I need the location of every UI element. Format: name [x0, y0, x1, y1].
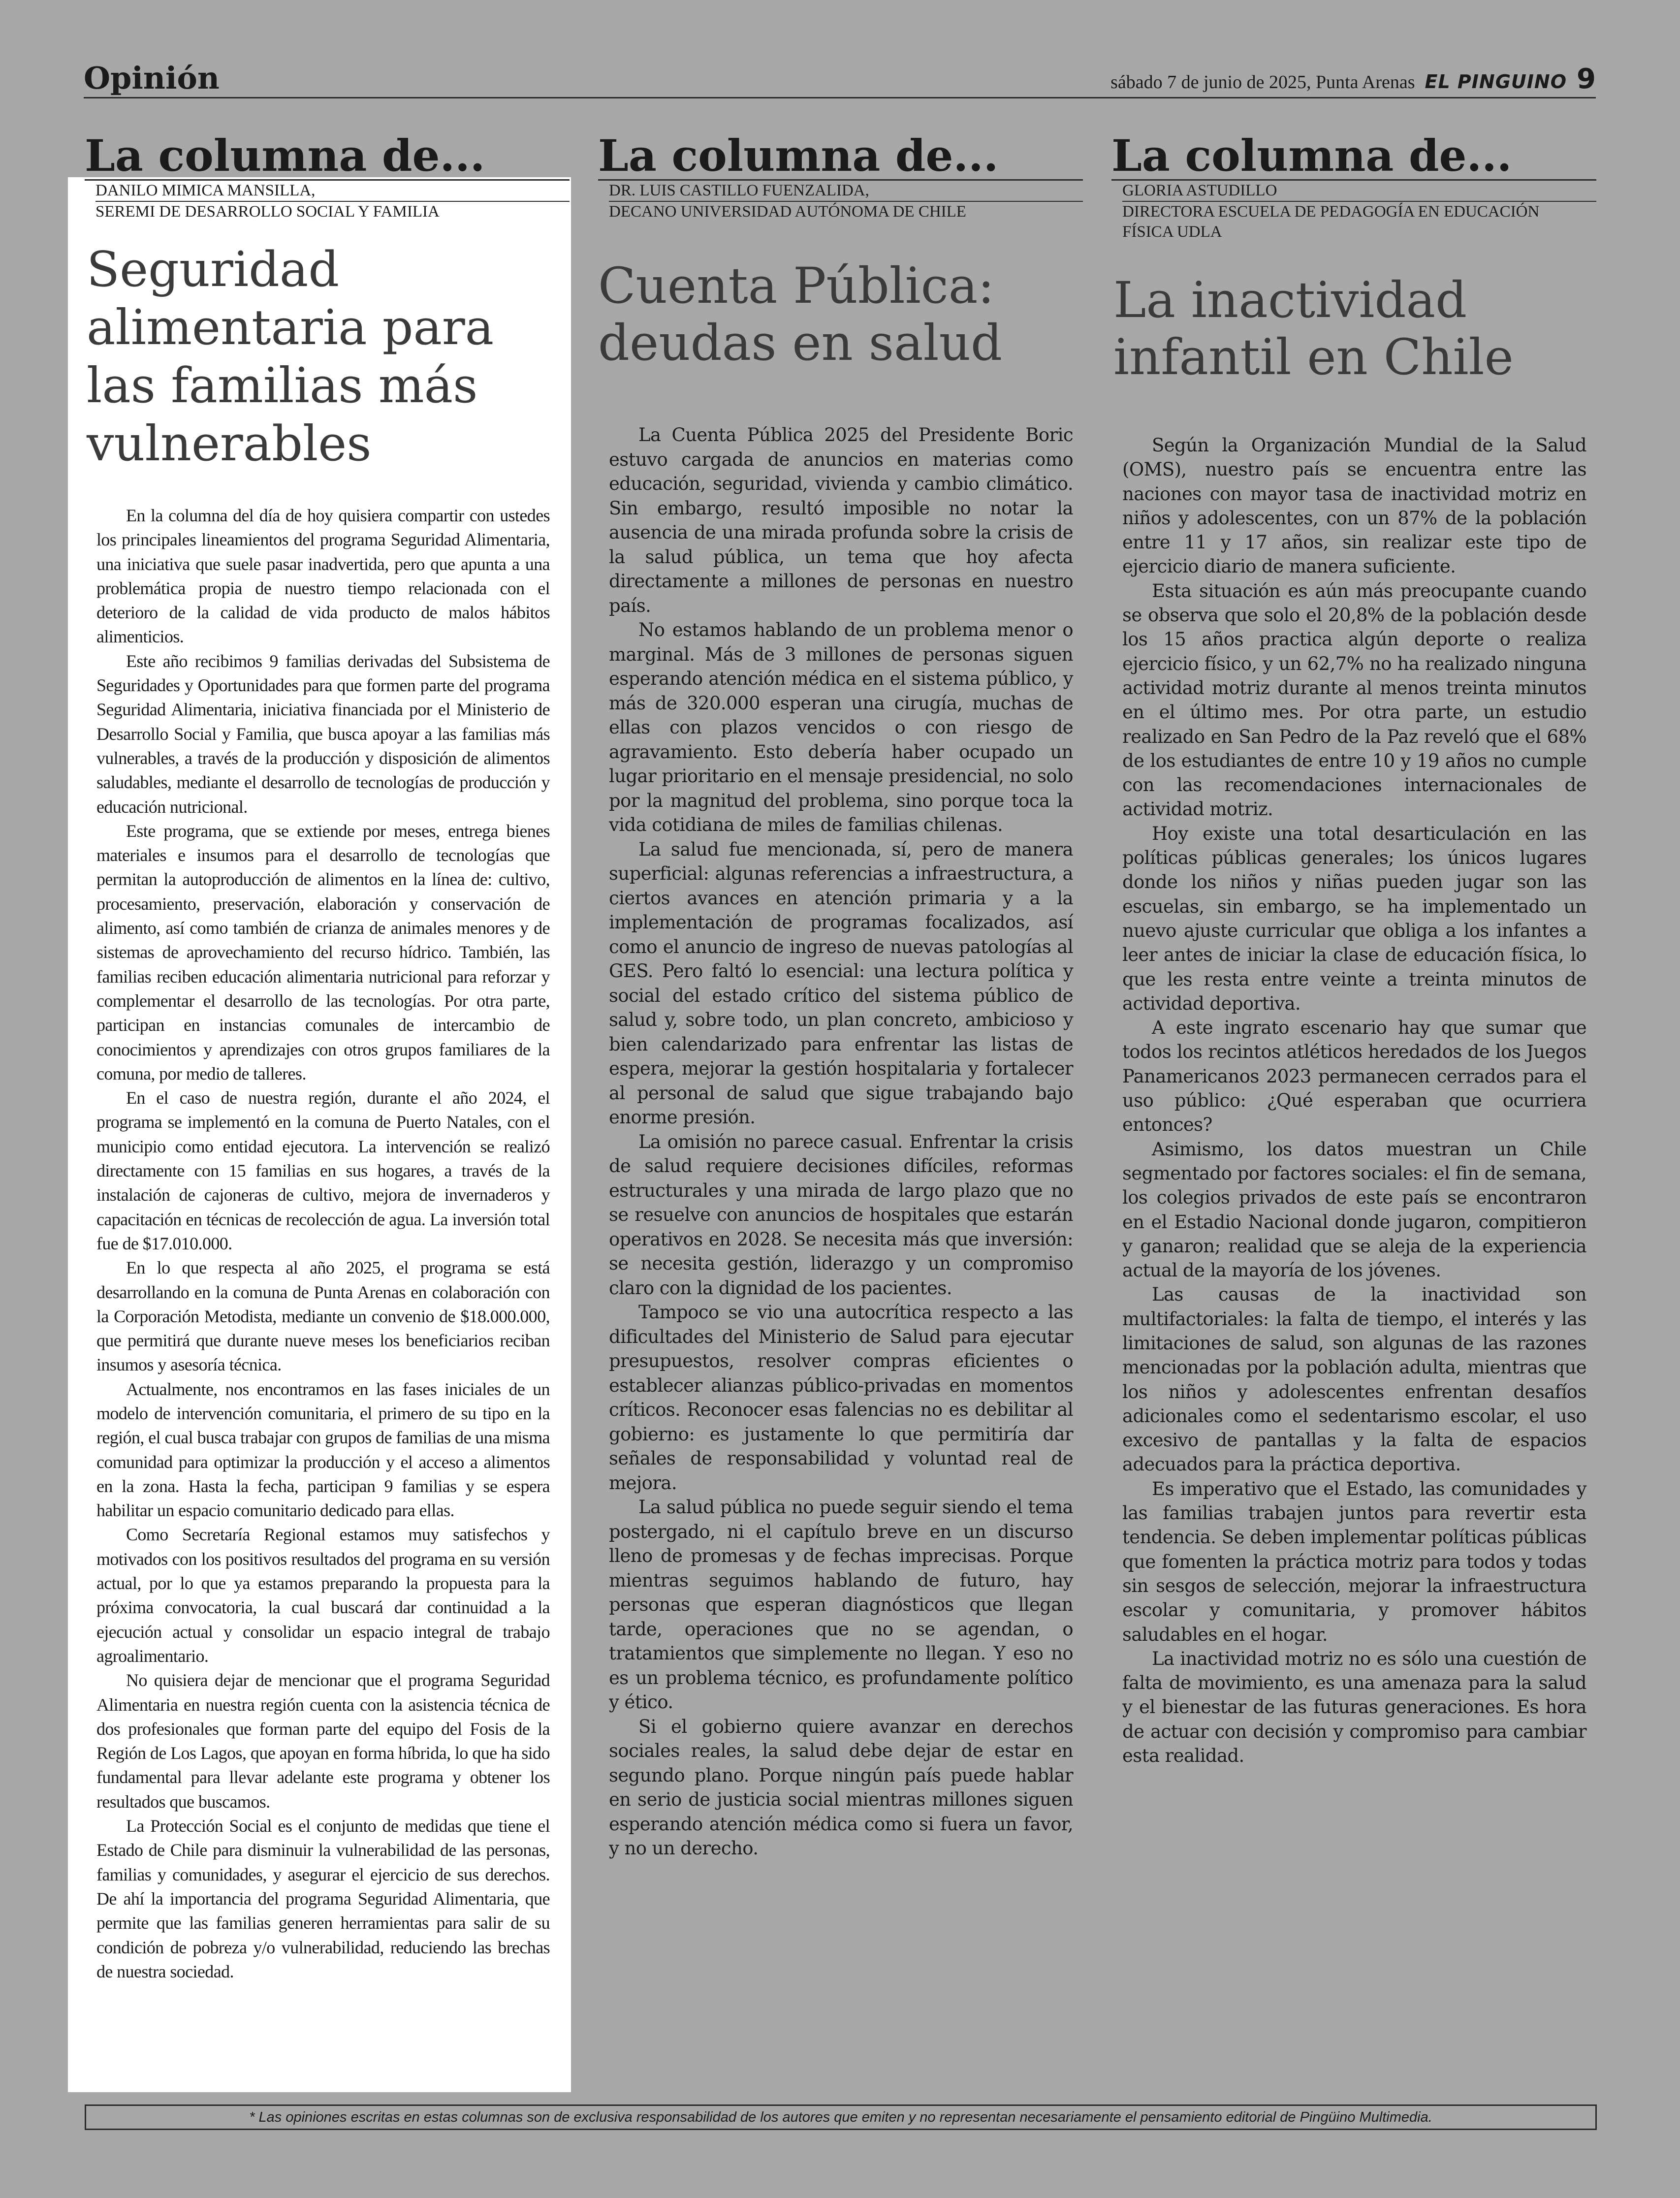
- headline-line: infantil en Chile: [1113, 328, 1514, 386]
- paragraph: Es imperativo que el Estado, las comunidades y las familias trabajen juntos para revertir esta tendencia. Se deben implementar políticas públicas que fomenten la práctica motriz para todos y todas sin sesgos de selección, mejorar la infraestructura escolar y comunitaria, y promover hábitos saludables en el hogar.: [1122, 1478, 1586, 1645]
- headline-line: Seguridad: [87, 242, 340, 298]
- paragraph: En la columna del día de hoy quisiera compartir con ustedes los principales lineamientos del programa Seguridad Alimentaria, una iniciativa que suele pasar inadvertida, pero que apunta a una problemática propia de nuestro tiempo relacionada con el deterioro de la calidad de vida producto de malos hábitos alimenticios.: [96, 506, 550, 647]
- paragraph: No estamos hablando de un problema menor o marginal. Más de 3 millones de personas siguen esperando atención médica en el sistema público, y más de 320.000 esperan una cirugía, muchas de ellas con plazos vencidos o con riesgo de agravamiento. Esto debería haber ocupado un lugar prioritario en el mensaje presidencial, no solo por la magnitud del problema, sino porque toca la vida cotidiana de miles de familias chilenas.: [609, 619, 1073, 835]
- paragraph: No quisiera dejar de mencionar que el programa Seguridad Alimentaria en nuestra región cuenta con la asistencia técnica de dos profesionales que forman parte del equipo del Fosis de la Región de Los Lagos, que apoyan en forma híbrida, lo que ha sido fundamental para llevar adelante este programa y obtener los resultados que buscamos.: [96, 1670, 550, 1812]
- article-body: [598, 423, 1083, 1861]
- headline-line: deudas en salud: [598, 314, 1003, 372]
- article-body: [1111, 433, 1596, 1768]
- page-folio: [1110, 63, 1596, 95]
- column-kicker: La columna de...: [85, 130, 570, 181]
- headline-line: La inactividad: [1113, 271, 1467, 329]
- paragraph: La inactividad motriz no es sólo una cuestión de falta de movimiento, es una amenaza para la salud y el bienestar de las futuras generaciones. Es hora de actuar con decisión y compromiso para cambiar esta realidad.: [1122, 1648, 1586, 1767]
- headline-line: vulnerables: [87, 416, 372, 472]
- article-headline: [85, 241, 570, 473]
- author-byline: [85, 181, 570, 222]
- opinion-column-3: [1111, 130, 1596, 1768]
- headline-line: las familias más: [87, 358, 478, 414]
- headline-line: Cuenta Pública:: [598, 257, 995, 315]
- paragraph: Este programa, que se extiende por meses, entrega bienes materiales e insumos para el desarrollo de tecnologías que permitan la autoproducción de alimentos en la línea de: cultivo, procesamiento, preservación, elaboración y conservación de alimento, así como también de crianza de animales menores y de sistemas de aprovechamiento del recurso hídrico. También, las familias reciben educación alimentaria nutricional para reforzar y complementar el desarrollo de las tecnologías. Por otra parte, participan en instancias comunales de intercambio de conocimientos y aprendizajes con otros grupos familiares de la comuna, por medio de talleres.: [96, 821, 550, 1083]
- paragraph: Según la Organización Mundial de la Salud (OMS), nuestro país se encuentra entre las naciones con mayor tasa de inactividad motriz en niños y adolescentes, con un 87% de la población entre 11 y 17 años, sin realizar este tipo de ejercicio diario de manera suficiente.: [1122, 435, 1586, 577]
- paragraph: Este año recibimos 9 familias derivadas del Subsistema de Seguridades y Oportunidades para que formen parte del programa Seguridad Alimentaria, iniciativa financiada por el Ministerio de Desarrollo Social y Familia, que busca apoyar a las familias más vulnerables, a través de la producción y disposición de alimentos saludables, mediante el desarrollo de tecnologías de producción y educación nutricional.: [96, 651, 550, 817]
- paragraph: Las causas de la inactividad son multifactoriales: la falta de tiempo, el interés y las limitaciones de salud, son algunas de las razones mencionadas por la población adulta, mientras que los niños y adolescentes enfrentan desafíos adicionales como el sedentarismo escolar, el uso excesivo de pantallas y la falta de espacios adecuados para la práctica deportiva.: [1122, 1284, 1586, 1475]
- paragraph: En lo que respecta al año 2025, el programa se está desarrollando en la comuna de Punta Arenas en colaboración con la Corporación Metodista, mediante un convenio de $18.000.000, que permitirá que durante nueve meses los beneficiarios reciban insumos y asesoría técnica.: [96, 1258, 550, 1375]
- author-name: DANILO MIMICA MANSILLA,: [95, 181, 570, 202]
- page-number: 9: [1577, 63, 1596, 95]
- author-byline: [1111, 181, 1596, 242]
- article-headline: [598, 257, 1083, 372]
- column-kicker: La columna de...: [1111, 130, 1596, 181]
- paragraph: Actualmente, nos encontramos en las fases iniciales de un modelo de intervención comunitaria, el primero de su tipo en la región, el cual busca trabajar con grupos de familias de una misma comunidad para optimizar la producción y el acceso a alimentos en la zona. Hasta la fecha, participan 9 familias y se espera habilitar un espacio comunitario dedicado para ellas.: [96, 1379, 550, 1521]
- author-name: DR. LUIS CASTILLO FUENZALIDA,: [609, 181, 1083, 202]
- author-name: GLORIA ASTUDILLO: [1122, 181, 1596, 202]
- opinion-column-2: [598, 130, 1083, 1861]
- paragraph: En el caso de nuestra región, durante el año 2024, el programa se implementó en la comuna de Puerto Natales, con el municipio como entidad ejecutora. La intervención se realizó directamente con 15 familias en sus hogares, a través de la instalación de cajoneras de cultivo, mejora de invernaderos y capacitación en técnicas de recolección de agua. La inversión total fue de $17.010.000.: [96, 1088, 550, 1253]
- paragraph: La Protección Social es el conjunto de medidas que tiene el Estado de Chile para disminuir la vulnerabilidad de las personas, familias y comunidades, y asegurar el ejercicio de sus derechos. De ahí la importancia del programa Seguridad Alimentaria, que permite que las familias generen herramientas para salir de su condición de pobreza y/o vulnerabilidad, reduciendo las brechas de nuestra sociedad.: [96, 1816, 550, 1981]
- paragraph: Tampoco se vio una autocrítica respecto a las dificultades del Ministerio de Salud para ejecutar presupuestos, resolver compras eficientes o establecer alianzas público-privadas en momentos críticos. Reconocer esas falencias no es debilitar al gobierno: es justamente lo que permitiría dar señales de responsabilidad y voluntad real de mejora.: [609, 1302, 1073, 1494]
- paragraph: Como Secretaría Regional estamos muy satisfechos y motivados con los positivos resultados del programa en su versión actual, por lo que ya estamos preparando la propuesta para la próxima convocatoria, la cual buscará dar continuidad a la ejecución actual y consolidar un espacio integral de trabajo agroalimentario.: [96, 1525, 550, 1666]
- paragraph: La salud fue mencionada, sí, pero de manera superficial: algunas referencias a infraestructura, a ciertos avances en atención primaria y a la implementación de programas focalizados, así como el anuncio de ingreso de nuevas patologías al GES. Pero faltó lo esencial: una lectura política y social del estado crítico del sistema público de salud y, sobre todo, un plan concreto, ambicioso y bien calendarizado para enfrentar las listas de espera, mejorar la gestión hospitalaria y fortalecer al personal de salud que sigue trabajando bajo enorme presión.: [609, 838, 1073, 1128]
- article-headline: [1111, 272, 1596, 386]
- article-body: [85, 504, 570, 1984]
- author-title: FÍSICA UDLA: [1122, 223, 1222, 241]
- paragraph: Hoy existe una total desarticulación en las políticas públicas generales; los únicos lugares donde los niños y niñas pueden jugar son las escuelas, sin embargo, se ha implementado un nuevo ajuste curricular que obliga a los infantes a leer antes de iniciar la clase de educación física, lo que les resta entre veinte a treinta minutos de actividad deportiva.: [1122, 823, 1586, 1014]
- section-title: Opinión: [84, 60, 220, 96]
- paragraph: Si el gobierno quiere avanzar en derechos sociales reales, la salud debe dejar de estar en segundo plano. Porque ningún país puede hablar en serio de justicia social mientras millones siguen esperando atención médica como si fuera un favor, y no un derecho.: [609, 1716, 1073, 1859]
- editorial-disclaimer: * Las opiniones escritas en estas columnas son de exclusiva responsabilidad de los autores que emiten y no representan necesariamente el pensamiento editorial de Pingüino Multimedia.: [85, 2104, 1597, 2130]
- issue-date: sábado 7 de junio de 2025, Punta Arenas: [1110, 72, 1415, 93]
- paragraph: La salud pública no puede seguir siendo el tema postergado, ni el capítulo breve en un discurso lleno de promesas y de fechas imprecisas. Porque mientras seguimos hablando de futuro, hay personas que esperan diagnósticos que llegan tarde, operaciones que no se agendan, o tratamientos que simplemente no llegan. Y eso no es un problema técnico, es profundamente político y ético.: [609, 1497, 1073, 1713]
- paragraph: La omisión no parece casual. Enfrentar la crisis de salud requiere decisiones difíciles, reformas estructurales y una mirada de largo plazo que no se resuelve con anuncios de hospitales que estarán operativos en 2028. Se necesita más que inversión: se necesita gestión, liderazgo y un compromiso claro con la dignidad de los pacientes.: [609, 1131, 1073, 1299]
- column-kicker: La columna de...: [598, 130, 1083, 181]
- opinion-column-1: [85, 130, 570, 1984]
- paragraph: Asimismo, los datos muestran un Chile segmentado por factores sociales: el fin de semana, los colegios privados de este país se encontraron en el Estadio Nacional donde jugaron, compitieron y ganaron; realidad que se aleja de la experiencia actual de la mayoría de los jóvenes.: [1122, 1138, 1586, 1281]
- author-title: DECANO UNIVERSIDAD AUTÓNOMA DE CHILE: [609, 203, 966, 221]
- paragraph: A este ingrato escenario hay que sumar que todos los recintos atléticos heredados de los Juegos Panamericanos 2023 permanecen cerrados para el uso público: ¿Qué esperaban que ocurriera entonces?: [1122, 1017, 1586, 1136]
- author-title: DIRECTORA ESCUELA DE PEDAGOGÍA EN EDUCACIÓN: [1122, 203, 1540, 221]
- author-title: SEREMI DE DESARROLLO SOCIAL Y FAMILIA: [95, 203, 440, 221]
- headline-line: alimentaria para: [87, 300, 494, 356]
- author-byline: [598, 181, 1083, 222]
- newspaper-logo: EL PINGUINO: [1425, 71, 1567, 93]
- paragraph: La Cuenta Pública 2025 del Presidente Boric estuvo cargada de anuncios en materias como educación, seguridad, vivienda y cambio climático. Sin embargo, resultó imposible no notar la ausencia de una mirada profunda sobre la crisis de la salud pública, un tema que hoy afecta directamente a millones de personas en nuestro país.: [609, 424, 1073, 616]
- paragraph: Esta situación es aún más preocupante cuando se observa que solo el 20,8% de la población desde los 15 años practica algún deporte o realiza ejercicio físico, y un 62,7% no ha realizado ninguna actividad motriz durante al menos treinta minutos en el último mes. Por otra parte, un estudio realizado en San Pedro de la Paz reveló que el 68% de los estudiantes de entre 10 y 19 años no cumple con las recomendaciones internacionales de actividad motriz.: [1122, 580, 1586, 820]
- page-header: [84, 61, 1596, 98]
